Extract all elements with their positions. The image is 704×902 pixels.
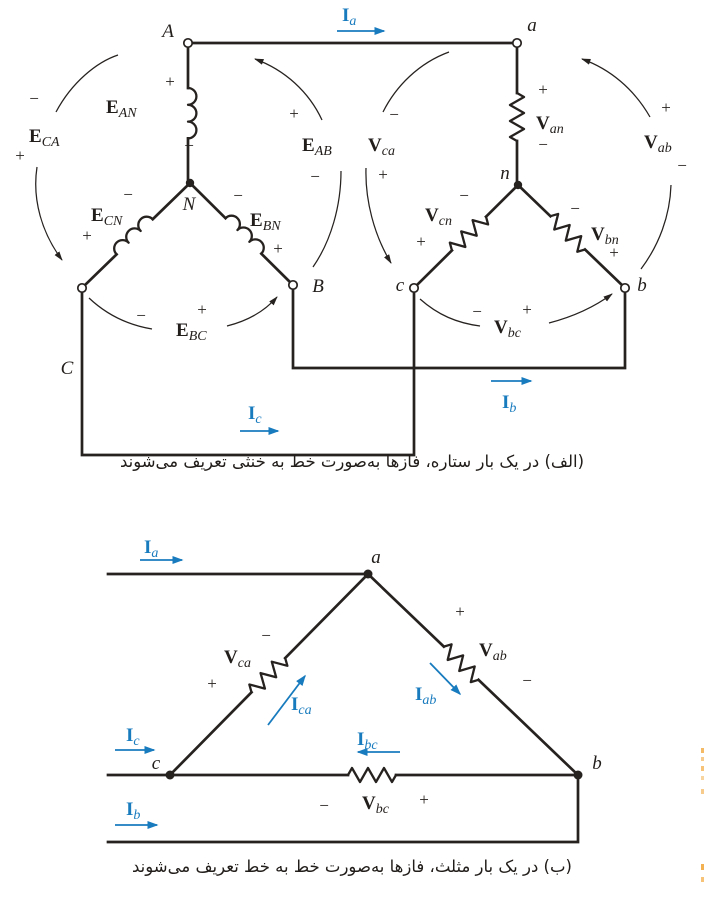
sign-vca-minus: − xyxy=(389,105,399,124)
label-ic-top: Ic xyxy=(248,403,262,427)
label-ebc: EBC xyxy=(176,320,207,344)
branch-ecn xyxy=(76,177,190,288)
label-iab: Iab xyxy=(415,684,437,708)
node-label-A: A xyxy=(162,21,174,42)
sign-ebn-minus: − xyxy=(233,186,243,205)
resistor-delta-vbc xyxy=(348,768,396,782)
label-vbn: Vbn xyxy=(591,224,619,248)
resistor-delta-vca xyxy=(247,653,291,697)
current-arrow-iab xyxy=(430,663,460,694)
arc-vab-arrow xyxy=(582,59,650,117)
label-ean: EAN xyxy=(106,97,137,121)
label-ia-bottom: Ia xyxy=(144,537,159,561)
label-vcn: Vcn xyxy=(425,205,452,229)
node-n xyxy=(514,181,522,189)
label-eab: EAB xyxy=(302,135,332,159)
arc-vbc-arrow xyxy=(549,294,612,323)
sign-van-plus: + xyxy=(538,80,548,99)
sign-ecn-minus: − xyxy=(123,185,133,204)
arc-eca xyxy=(36,55,118,260)
node-b-top xyxy=(621,284,629,292)
arc-eca-arrow xyxy=(36,167,62,260)
node-label-c: c xyxy=(395,275,405,296)
sign-eab-minus: − xyxy=(310,167,320,186)
sign-vab-plus: + xyxy=(661,98,671,117)
sign-delta-vbc-plus: + xyxy=(419,790,429,809)
wire-line-c xyxy=(82,288,414,455)
sign-ebn-plus: + xyxy=(273,239,283,258)
label-vca-top: Vca xyxy=(368,135,395,159)
branch-van xyxy=(510,43,524,185)
label-vab-top: Vab xyxy=(644,132,672,156)
delta-diagram xyxy=(108,537,602,842)
resistor-vbn xyxy=(546,211,590,254)
sign-vbc-plus: + xyxy=(522,300,532,319)
label-delta-vab: Vab xyxy=(479,640,507,664)
branch-ebn xyxy=(190,177,299,285)
sign-ebc-minus: − xyxy=(136,306,146,325)
sign-delta-vca-minus: − xyxy=(261,626,271,645)
caption-delta-load: (ب) در یک بار مثلث، فازها به‌صورت خط به خط تعریف می‌شوند xyxy=(132,857,572,876)
sign-delta-vab-plus: + xyxy=(455,602,465,621)
sign-vbn-minus: − xyxy=(570,199,580,218)
label-ic-bottom: Ic xyxy=(126,725,140,749)
label-ecn: ECN xyxy=(91,205,123,229)
node-a-bottom xyxy=(364,570,373,579)
wire-delta-line-b xyxy=(108,775,578,842)
branch-ecn-leads xyxy=(82,183,190,288)
sign-ebc-plus: + xyxy=(197,300,207,319)
node-c-bottom xyxy=(166,771,175,780)
node-A xyxy=(184,39,192,47)
branch-ean xyxy=(188,43,196,183)
arc-vca-top xyxy=(366,52,449,263)
resistor-van xyxy=(510,93,524,141)
node-C xyxy=(78,284,86,292)
sign-vbc-minus: − xyxy=(472,302,482,321)
wye-wye-diagram xyxy=(15,5,687,455)
arc-eab xyxy=(255,59,341,267)
sign-vbn-plus: + xyxy=(609,243,619,262)
node-a-top xyxy=(513,39,521,47)
node-B xyxy=(289,281,297,289)
label-ib-bottom: Ib xyxy=(126,799,141,823)
sign-delta-vab-minus: − xyxy=(522,671,532,690)
sign-vab-minus: − xyxy=(677,156,687,175)
arc-ebc-arrow xyxy=(227,297,277,326)
sign-delta-vca-plus: + xyxy=(207,674,217,693)
branch-delta-vab xyxy=(363,569,583,780)
arc-vab-lower xyxy=(641,185,671,269)
sign-delta-vbc-minus: − xyxy=(319,796,329,815)
sign-ecn-plus: + xyxy=(82,226,92,245)
caption-star-load: (الف) در یک بار ستاره، فازها به‌صورت خط به خنثی تعریف می‌شوند xyxy=(119,452,585,471)
node-label-N: N xyxy=(182,194,196,215)
wire-line-b xyxy=(293,285,625,368)
node-label-c-bottom: c xyxy=(151,753,161,774)
label-ib-top: Ib xyxy=(502,392,517,416)
node-N xyxy=(186,179,194,187)
sign-eca-minus: − xyxy=(29,89,39,108)
node-label-n: n xyxy=(500,163,510,184)
arc-vbc-left xyxy=(420,299,480,326)
arc-vbc-top xyxy=(420,294,612,326)
sign-vcn-plus: + xyxy=(416,232,426,251)
sign-eca-plus: + xyxy=(15,146,25,165)
node-c-top xyxy=(410,284,418,292)
node-label-b: b xyxy=(637,275,647,296)
label-delta-vbc: Vbc xyxy=(362,793,389,817)
sign-ean-plus: + xyxy=(165,72,175,91)
label-ebn: EBN xyxy=(250,210,281,234)
node-label-a: a xyxy=(527,15,537,36)
sign-vcn-minus: − xyxy=(459,186,469,205)
node-label-b-bottom: b xyxy=(592,753,602,774)
sign-vca-plus: + xyxy=(378,165,388,184)
node-b-bottom xyxy=(574,771,583,780)
node-label-C: C xyxy=(60,358,74,379)
arc-vca-upper xyxy=(383,52,449,112)
label-delta-vca: Vca xyxy=(224,647,251,671)
resistor-vcn xyxy=(447,212,491,256)
label-eca: ECA xyxy=(29,126,60,150)
sign-ean-minus: − xyxy=(184,136,194,155)
label-vbc-top: Vbc xyxy=(494,317,521,341)
label-ica: Ica xyxy=(291,694,312,718)
label-ia-top: Ia xyxy=(342,5,357,29)
node-label-B: B xyxy=(312,276,324,297)
sign-van-minus: − xyxy=(538,135,548,154)
branch-delta-vca xyxy=(165,569,373,780)
label-van: Van xyxy=(536,113,564,137)
sign-eab-plus: + xyxy=(289,104,299,123)
coil-ean xyxy=(188,88,196,138)
label-ibc: Ibc xyxy=(357,729,378,753)
node-label-a-bottom: a xyxy=(371,547,381,568)
